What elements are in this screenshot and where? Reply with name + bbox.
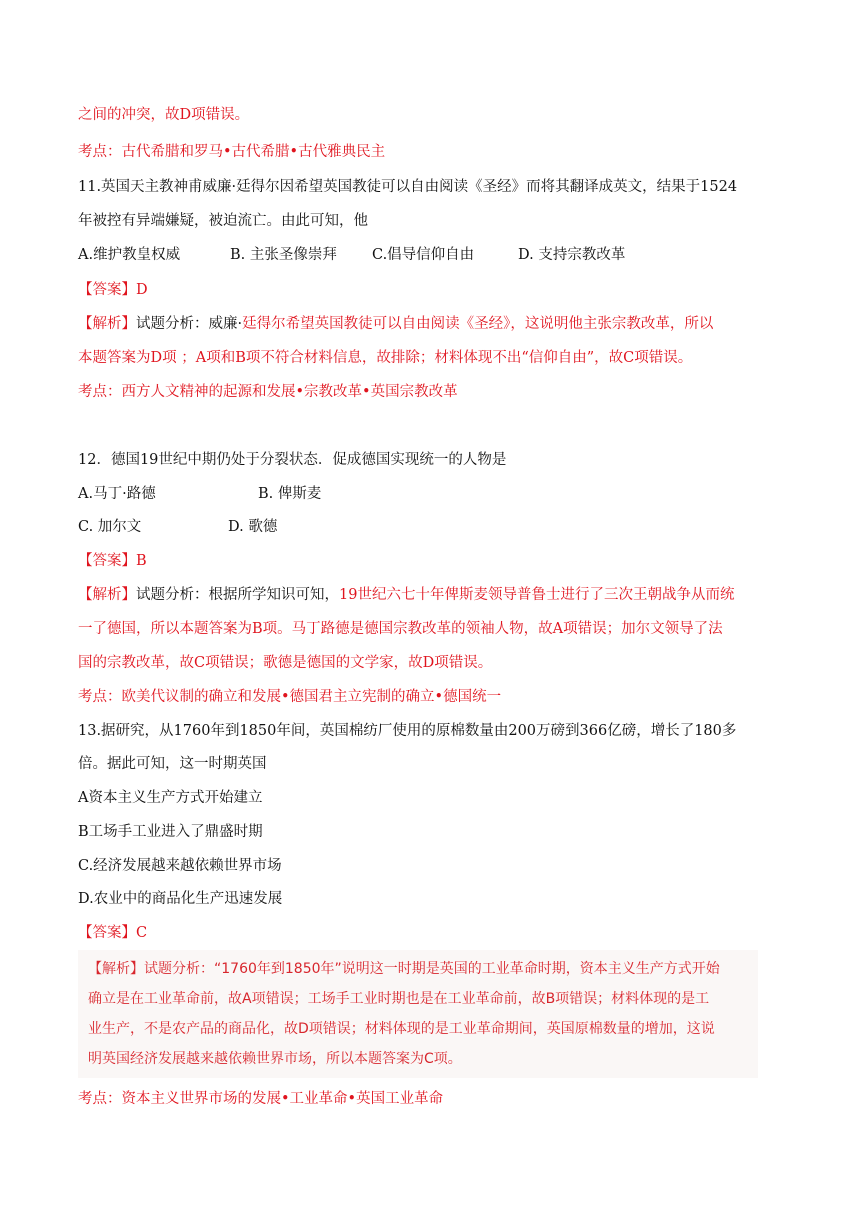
q12-option-d: D. 歌德 xyxy=(228,519,278,535)
q12-answer xyxy=(78,550,800,572)
q11-stem-line2: 年被控有异端嫌疑，被迫流亡。由此可知，他 xyxy=(78,213,368,229)
q12-analysis-intro: 试题分析：根据所学知识可知， xyxy=(136,587,339,603)
q11-kaodian: 考点：西方人文精神的起源和发展•宗教改革•英国宗教改革 xyxy=(78,384,458,400)
q11-answer-label: 【答案】 xyxy=(78,282,136,298)
q11-answer-value: D xyxy=(136,282,148,298)
q12-analysis-line2: 一了德国，所以本题答案为B项。马丁路德是德国宗教改革的领袖人物，故A项错误；加尔文领导了法 xyxy=(78,621,723,637)
q11-stem-line1: 11.英国天主教神甫威廉·廷得尔因希望英国教徒可以自由阅读《圣经》而将其翻译成英文，结果于1524 xyxy=(78,179,738,195)
q11-option-a: A.维护教皇权威 xyxy=(78,247,181,263)
prev-kaodian: 考点：古代希腊和罗马•古代希腊•古代雅典民主 xyxy=(78,144,386,160)
q11-analysis-intro: 试题分析：威廉· xyxy=(136,316,243,332)
q12-analysis-text: 19世纪六七十年俾斯麦领导普鲁士进行了三次王朝战争从而统 xyxy=(339,587,735,603)
q11-option-c: C.倡导信仰自由 xyxy=(372,247,475,263)
q11-analysis-line1 xyxy=(78,313,800,335)
q11-answer xyxy=(78,279,800,301)
q11-analysis-text: 廷得尔希望英国教徒可以自由阅读《圣经》，这说明他主张宗教改革，所以 xyxy=(242,316,714,332)
q12-answer-value: B xyxy=(136,553,147,569)
q13-answer-label: 【答案】 xyxy=(78,925,136,941)
q13-analysis-line1: 【解析】试题分析：“1760年到1850年”说明这一时期是英国的工业革命时期，资本主义生产方式开始 xyxy=(88,961,720,977)
q12-answer-label: 【答案】 xyxy=(78,553,136,569)
q12-option-b: B. 俾斯麦 xyxy=(258,486,322,502)
q12-option-a: A.马丁·路德 xyxy=(78,486,156,502)
q11-analysis-label: 【解析】 xyxy=(78,316,136,332)
q13-option-a: A资本主义生产方式开始建立 xyxy=(78,790,263,806)
q13-answer-value: C xyxy=(136,925,148,941)
q12-kaodian: 考点：欧美代议制的确立和发展•德国君主立宪制的确立•德国统一 xyxy=(78,689,502,705)
q11-option-b: B. 主张圣像崇拜 xyxy=(230,247,337,263)
q12-options-row1 xyxy=(78,483,800,505)
prev-analysis-tail: 之间的冲突，故D项错误。 xyxy=(78,107,250,123)
q12-stem: 12．德国19世纪中期仍处于分裂状态．促成德国实现统一的人物是 xyxy=(78,452,507,468)
q13-option-d: D.农业中的商品化生产迅速发展 xyxy=(78,891,283,907)
q13-stem-line2: 倍。据此可知，这一时期英国 xyxy=(78,756,267,772)
q11-option-d: D. 支持宗教改革 xyxy=(518,247,626,263)
q12-analysis-label: 【解析】 xyxy=(78,587,136,603)
q11-analysis-line2: 本题答案为D项 ；A项和B项不符合材料信息，故排除；材料体现不出“信仰自由”，故C项错误。 xyxy=(78,350,693,366)
q13-analysis-line4: 明英国经济发展越来越依赖世界市场，所以本题答案为C项。 xyxy=(88,1051,462,1067)
q12-analysis-line1 xyxy=(78,584,800,606)
q13-answer xyxy=(78,922,800,944)
q13-analysis-image xyxy=(78,950,758,1078)
q13-kaodian: 考点：资本主义世界市场的发展•工业革命•英国工业革命 xyxy=(78,1091,444,1107)
q13-analysis-line3: 业生产，不是农产品的商品化，故D项错误；材料体现的是工业革命期间，英国原棉数量的增加，这说 xyxy=(88,1021,715,1037)
q12-option-c: C. 加尔文 xyxy=(78,519,142,535)
q13-analysis-line2: 确立是在工业革命前，故A项错误；工场手工业时期也是在工业革命前，故B项错误；材料体现的是工 xyxy=(88,991,710,1007)
q12-options-row2 xyxy=(78,516,800,538)
q12-analysis-line3: 国的宗教改革，故C项错误；歌德是德国的文学家，故D项错误。 xyxy=(78,655,493,671)
q13-option-c: C.经济发展越来越依赖世界市场 xyxy=(78,858,282,874)
q13-stem-line1: 13.据研究，从1760年到1850年间，英国棉纺厂使用的原棉数量由200万磅到366亿磅，增长了180多 xyxy=(78,723,737,739)
q13-option-b: B工场手工业进入了鼎盛时期 xyxy=(78,824,263,840)
q11-options xyxy=(78,244,800,266)
